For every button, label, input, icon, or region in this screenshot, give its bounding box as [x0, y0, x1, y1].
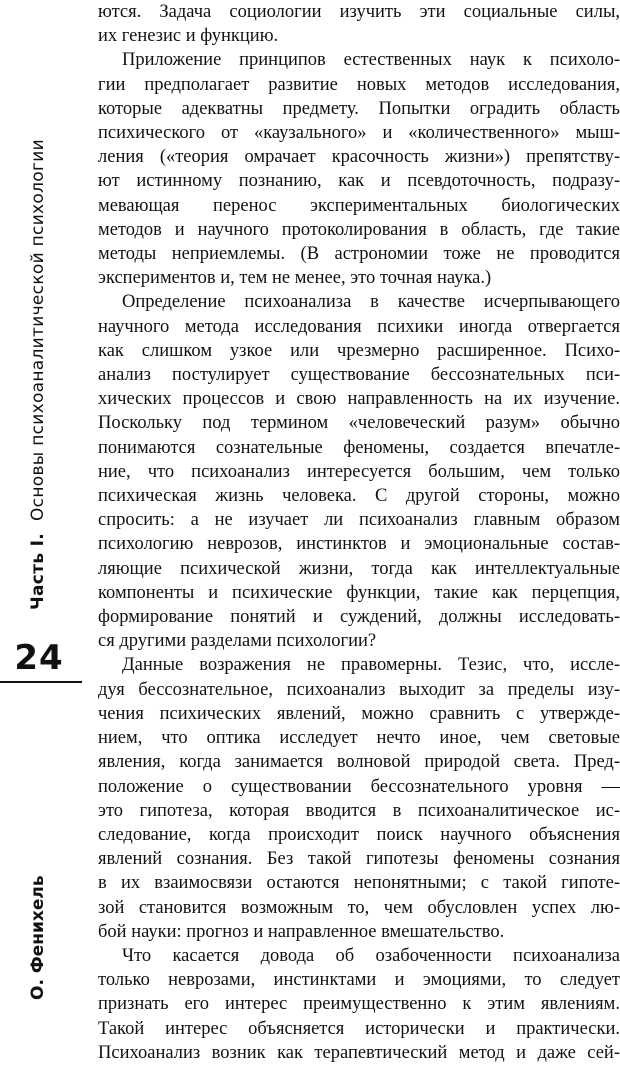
text-line: следование, когда происходит поиск научного объяснения [98, 824, 620, 845]
running-head-part: Часть I. [28, 533, 48, 610]
text-line: экспериментов и, тем не менее, это точная наука.) [98, 268, 492, 289]
text-line: мевающая перенос экспериментальных биологических [98, 195, 620, 216]
text-line: Что касается довода об озабоченности психоанализа [122, 945, 620, 966]
running-head [28, 139, 77, 610]
text-line: нием, что оптика исследует нечто иное, чем световые [98, 728, 620, 749]
text-line: психическая жизнь человека. С другой стороны, можно [98, 486, 620, 507]
text-line: ления («теория омрачает красочность жизни») препятству- [98, 147, 620, 168]
text-line: Данные возражения не правомерны. Тезис, что, иссле- [122, 655, 620, 676]
text-line: ются. Задача социологии изучить эти социальные силы, [98, 2, 620, 22]
text-line: понимаются сознательные феномены, создается впечатле- [98, 437, 620, 458]
text-line: явления, когда занимается волновой природой света. Пред- [98, 752, 620, 773]
text-line: психологию неврозов, инстинктов и эмоциональные состав- [98, 534, 620, 555]
text-line: чения психических явлений, можно сравнить с утвержде- [98, 703, 620, 724]
text-line: зой становится возможным то, чем обусловлен успех лю- [98, 897, 620, 918]
text-line: ляющие психической жизни, тогда как интеллектуальные [98, 558, 620, 579]
running-head-title: Основы психоаналитической психологии [28, 139, 48, 521]
text-line: психического от «каузального» и «количественного» мыш- [98, 123, 620, 144]
body-text [98, 0, 620, 1065]
text-line: только неврозами, инстинктами и эмоциями, то следует [98, 970, 620, 991]
text-line: компоненты и психические функции, такие как перцепция, [98, 582, 620, 603]
text-line: Определение психоанализа в качестве исчерпывающего [122, 292, 620, 313]
text-line: методы неприемлемы. (В астрономии тоже не проводится [98, 244, 620, 265]
text-line: Приложение принципов естественных наук к психоло- [122, 50, 620, 71]
text-line: это гипотеза, которая вводится в психоаналитическое ис- [98, 800, 620, 821]
paragraph [98, 944, 620, 1065]
text-line: Такой интерес объясняется исторически и практически. [98, 1018, 620, 1039]
text-line: анализ постулирует существование бессознательных пси- [98, 365, 620, 386]
text-line: научного метода исследования психики иногда отвергается [98, 316, 620, 337]
page-number-rule [0, 681, 82, 683]
text-line: ние, что психоанализ интересуется большим, чем только [98, 461, 620, 482]
text-line: в их взаимосвязи остаются непонятными; с такой гипоте- [98, 873, 620, 894]
text-line: спросить: а не изучает ли психоанализ главным образом [98, 510, 620, 531]
text-line: ся другими разделами психологии? [98, 631, 377, 652]
paragraph [98, 0, 620, 48]
text-line: явлений сознания. Без такой гипотезы феномены сознания [98, 849, 620, 870]
author-name: О. Фенихель [28, 875, 48, 1000]
text-line: бой науки: прогноз и направленное вмешательство. [98, 921, 505, 942]
paragraph [98, 653, 620, 943]
text-line: формирование понятий и суждений, должны исследовать- [98, 607, 620, 628]
running-author [28, 870, 77, 1000]
text-line: хических процессов и свою направленность на их изучение. [98, 389, 620, 410]
text-line: Поскольку под термином «человеческий разум» обычно [98, 413, 620, 434]
text-line: положение о существовании бессознательного уровня — [98, 776, 620, 797]
text-line: их генезис и функцию. [98, 26, 279, 47]
text-line: которые адекватны предмету. Попытки оградить область [98, 98, 620, 119]
text-line: признать его интерес преимущественно к этим явлениям. [98, 994, 620, 1015]
text-line: как слишком узкое или чрезмерно расширенное. Психо- [98, 340, 620, 361]
page-number: 24 [14, 638, 64, 678]
text-line: гии предполагает развитие новых методов исследования, [98, 74, 620, 95]
text-line: методов и научного протоколирования в область, где такие [98, 219, 620, 240]
text-line: дуя бессознательное, психоанализ выходит за пределы изу- [98, 679, 620, 700]
paragraph [98, 290, 620, 653]
paragraph [98, 48, 620, 290]
text-line: Психоанализ возник как терапевтический метод и даже сей- [98, 1042, 620, 1063]
text-line: ют истинному познанию, как и псевдоточность, подразу- [98, 171, 620, 192]
